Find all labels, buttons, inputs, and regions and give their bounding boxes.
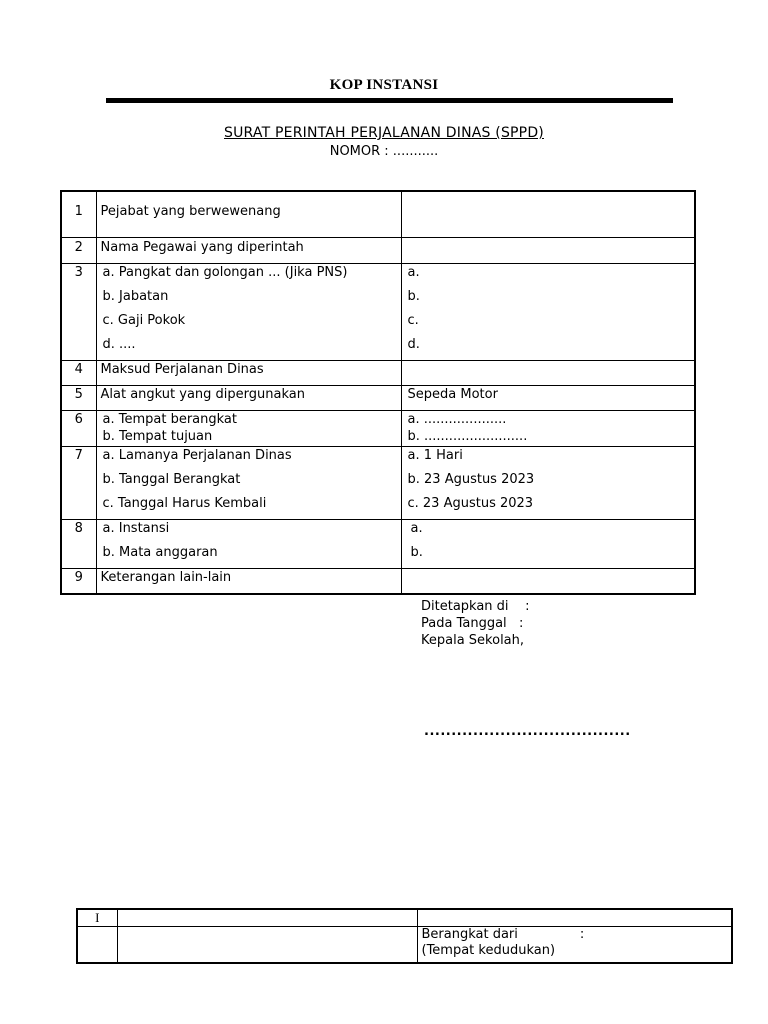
row-number: 3 <box>61 263 96 360</box>
row-value: a. b. <box>401 519 695 568</box>
row-number: 7 <box>61 446 96 519</box>
row-label: Keterangan lain-lain <box>96 568 401 594</box>
departure-table <box>76 908 733 964</box>
row-value: a. .................... b. ......................... <box>401 410 695 446</box>
table-row <box>61 410 695 446</box>
table-row <box>61 446 695 519</box>
row-number: 2 <box>61 237 96 263</box>
signature-block <box>421 598 529 649</box>
kop-instansi: KOP INSTANSI <box>329 77 439 93</box>
header-rule <box>106 98 673 103</box>
row-value <box>401 191 695 237</box>
table-row <box>77 927 732 963</box>
pada-tanggal: Pada Tanggal : <box>421 616 524 631</box>
document-number: NOMOR : ........... <box>329 144 439 159</box>
row-label: Pejabat yang berwewenang <box>96 191 401 237</box>
section-number: I <box>77 909 117 927</box>
table-row <box>61 519 695 568</box>
row-label: Maksud Perjalanan Dinas <box>96 360 401 385</box>
row-label: a. Pangkat dan golongan ... (Jika PNS) b. Jabatan c. Gaji Pokok d. .... <box>96 263 401 360</box>
row-number: 6 <box>61 410 96 446</box>
row-label: Nama Pegawai yang diperintah <box>96 237 401 263</box>
row-value <box>401 237 695 263</box>
row-number: 8 <box>61 519 96 568</box>
sppd-table <box>60 190 696 595</box>
document-title: SURAT PERINTAH PERJALANAN DINAS (SPPD) <box>224 125 544 141</box>
row-number: 1 <box>61 191 96 237</box>
table-row <box>61 191 695 237</box>
berangkat-dari: Berangkat dari : <box>421 927 585 942</box>
row-value <box>401 360 695 385</box>
row-number: 5 <box>61 385 96 410</box>
table-row <box>61 568 695 594</box>
row-value: a. b. c. d. <box>401 263 695 360</box>
ditetapkan-di: Ditetapkan di : <box>421 599 530 614</box>
row-label: a. Instansi b. Mata anggaran <box>96 519 401 568</box>
signatory-title: Kepala Sekolah, <box>421 633 525 648</box>
row-value: Sepeda Motor <box>401 385 695 410</box>
signature-name-line: ...................................... <box>424 724 631 739</box>
table-row <box>61 237 695 263</box>
row-number: 4 <box>61 360 96 385</box>
table-row <box>61 263 695 360</box>
row-label: a. Tempat berangkat b. Tempat tujuan <box>96 410 401 446</box>
table-row <box>61 385 695 410</box>
table-row <box>77 909 732 927</box>
row-label: a. Lamanya Perjalanan Dinas b. Tanggal Berangkat c. Tanggal Harus Kembali <box>96 446 401 519</box>
table-row <box>61 360 695 385</box>
row-label: Alat angkut yang dipergunakan <box>96 385 401 410</box>
departure-cell <box>417 927 732 963</box>
row-number: 9 <box>61 568 96 594</box>
row-value: a. 1 Hari b. 23 Agustus 2023 c. 23 Agustus 2023 <box>401 446 695 519</box>
row-value <box>401 568 695 594</box>
tempat-kedudukan: (Tempat kedudukan) <box>421 943 556 958</box>
